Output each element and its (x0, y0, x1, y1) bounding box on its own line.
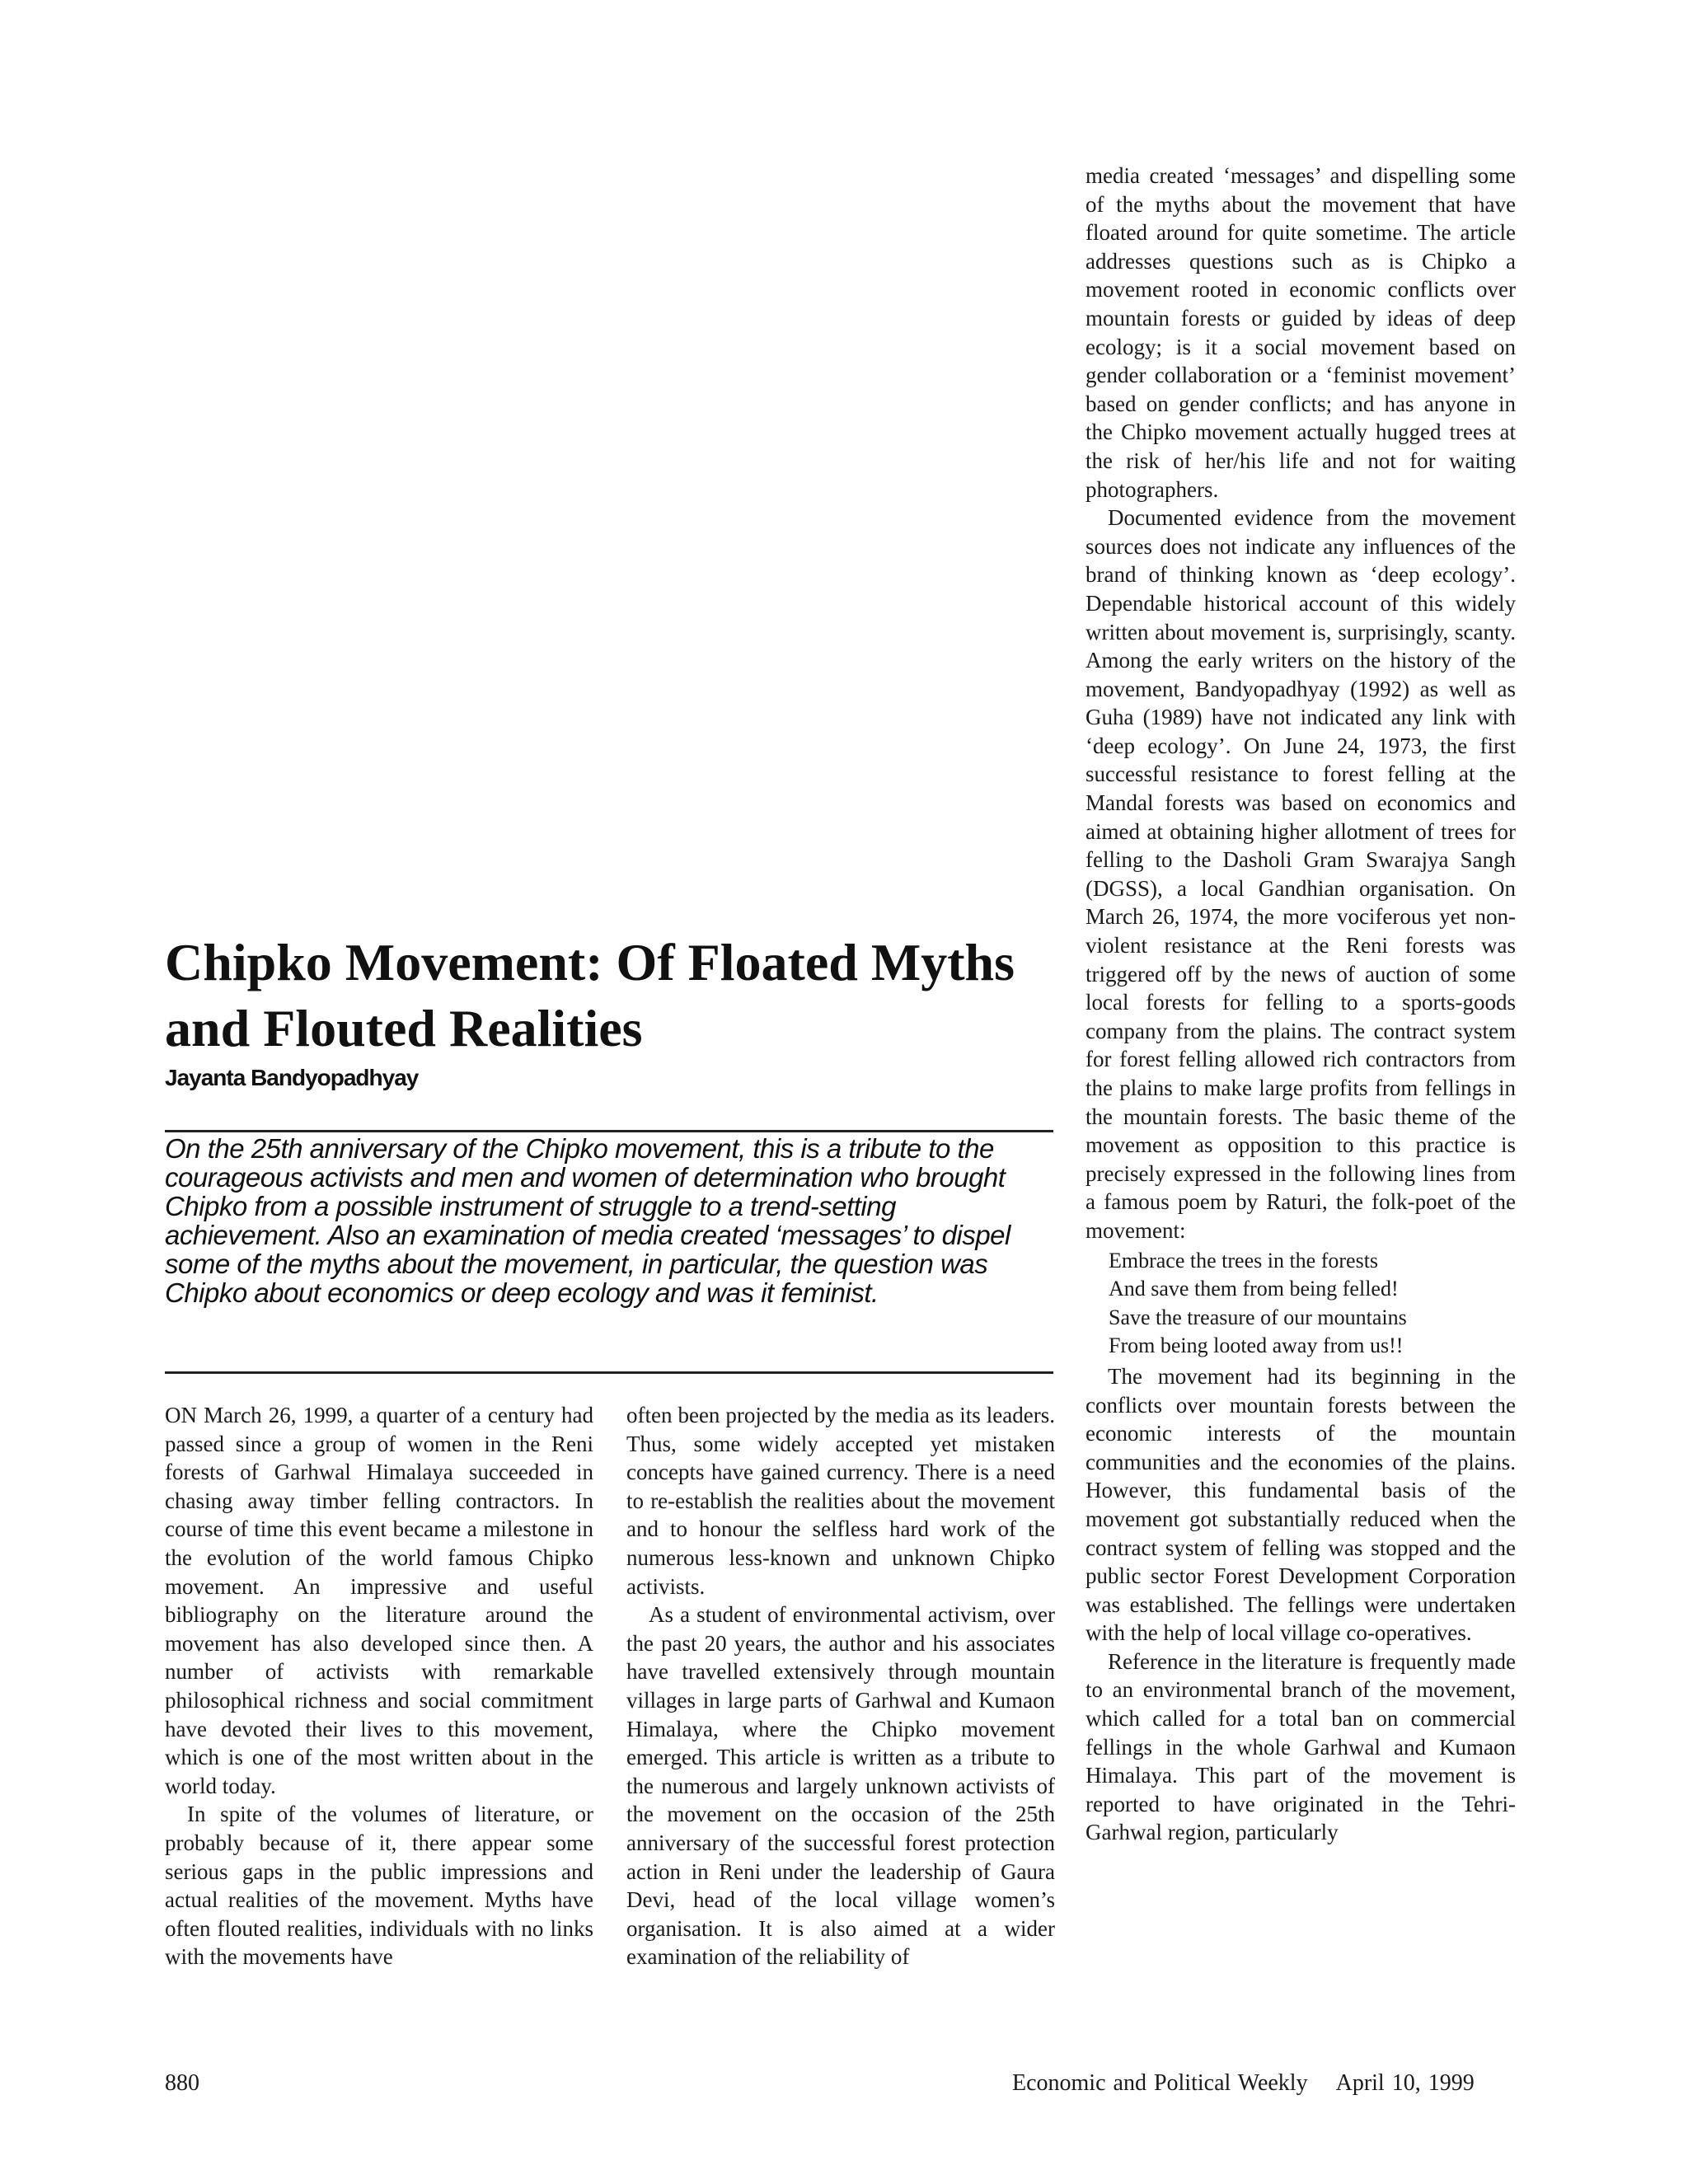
paragraph: Reference in the literature is frequently made to an environmental branch of the movement, which called for a total ban on commercial fellings in the whole Garhwal and Kumaon Himalaya. This part of the movement is reported to have originated in the Tehri-Garhwal region, particularly (1085, 1648, 1516, 1845)
title-line-1: Chipko Movement: Of Floated Myths (165, 933, 1015, 991)
poem-line: Save the treasure of our mountains (1109, 1305, 1407, 1329)
abstract: On the 25th anniversary of the Chipko movement, this is a tribute to the courageous activists and men and women of determination who brought Chipko from a possible instrument of struggle to a trend-setting achievement. Also an examination of media created ‘messages’ to dispel some of the myths about the movement, in particular, the question was Chipko about economics or deep ecology and was it feminist. (165, 1133, 1010, 1308)
abstract-top-rule (165, 1130, 1053, 1132)
paragraph: often been projected by the media as its leaders. Thus, some widely accepted yet mistaken concepts have gained currency. There is a need to re-establish the realities about the movement and to honour the selfless hard work of the numerous less-known and unknown Chipko activists. (626, 1403, 1055, 1599)
body-column-2 (626, 1401, 1055, 1971)
paragraph: media created ‘messages’ and dispelling some of the myths about the movement that have floated around for quite sometime. The article addresses questions such as is Chipko a movement rooted in economic conflicts over mountain forests or guided by ideas of deep ecology; is it a social movement based on gender collaboration or a ‘feminist movement’ based on gender conflicts; and has anyone in the Chipko movement actually hugged trees at the risk of her/his life and not for waiting photographers. (1085, 163, 1516, 502)
poem-line: From being looted away from us!! (1109, 1333, 1404, 1358)
paragraph: In spite of the volumes of literature, or probably because of it, there appear some serious gaps in the public impressions and actual realities of the movement. Myths have often flouted realities, individuals with no links with the movements have (165, 1802, 593, 1970)
issue-date: April 10, 1999 (1335, 2070, 1475, 2096)
paragraph: Documented evidence from the movement sources does not indicate any influences of the brand of thinking known as ‘deep ecology’. Dependable historical account of this widely written about movement is, surprisingly, scanty. Among the early writers on the history of the movement, Bandyopadhyay (1992) as well as Guha (1989) have not indicated any link with ‘deep ecology’. On June 24, 1973, the first successful resistance to forest felling at the Mandal forests was based on economics and aimed at obtaining higher allotment of trees for felling to the Dasholi Gram Swarajya Sangh (DGSS), a local Gandhian organisation. On March 26, 1974, the more vociferous yet non-violent resistance at the Reni forests was triggered off by the news of auction of some local forests for felling to a sports-goods company from the plains. The contract system for forest felling allowed rich contractors from the plains to make large profits from fellings in the mountain forests. The basic theme of the movement as opposition to this practice is precisely expressed in the following lines from a famous poem by Raturi, the folk-poet of the movement: (1085, 505, 1516, 1243)
body-column-3 (1085, 162, 1516, 1847)
paragraph: As a student of environmental activism, over the past 20 years, the author and his associates have travelled extensively through mountain villages in large parts of Garhwal and Kumaon Himalaya, where the Chipko movement emerged. This article is written as a tribute to the numerous and largely unknown activists of the movement on the occasion of the 25th anniversary of the successful forest protection action in Reni under the leadership of Gaura Devi, head of the local village women’s organisation. It is also aimed at a wider examination of the reliability of (626, 1602, 1055, 1970)
paragraph: ON March 26, 1999, a quarter of a century had passed since a group of women in the Reni forests of Garhwal Himalaya succeeded in chasing away timber felling contractors. In course of time this event became a milestone in the evolution of the world famous Chipko movement. An impressive and useful bibliography on the literature around the movement has also developed since then. A number of activists with remarkable philosophical richness and social commitment have devoted their lives to this movement, which is one of the most written about in the world today. (165, 1403, 593, 1798)
article-title (165, 930, 1055, 1062)
poem-quote (1109, 1247, 1516, 1361)
body-column-1 (165, 1401, 593, 1971)
poem-line: Embrace the trees in the forests (1109, 1248, 1379, 1272)
journal-footer (1012, 2070, 1475, 2097)
abstract-bottom-rule (165, 1371, 1053, 1374)
journal-name: Economic and Political Weekly (1012, 2070, 1308, 2096)
author-name: Jayanta Bandyopadhyay (165, 1065, 419, 1090)
poem-line: And save them from being felled! (1109, 1277, 1399, 1301)
paragraph: The movement had its beginning in the conflicts over mountain forests between the economic interests of the mountain communities and the economies of the plains. However, this fundamental basis of the movement got substantially reduced when the contract system of felling was stopped and the public sector Forest Development Corporation was established. The fellings were undertaken with the help of local village co-operatives. (1085, 1363, 1516, 1646)
title-line-2: and Flouted Realities (165, 999, 643, 1057)
page-number: 880 (165, 2070, 199, 2096)
